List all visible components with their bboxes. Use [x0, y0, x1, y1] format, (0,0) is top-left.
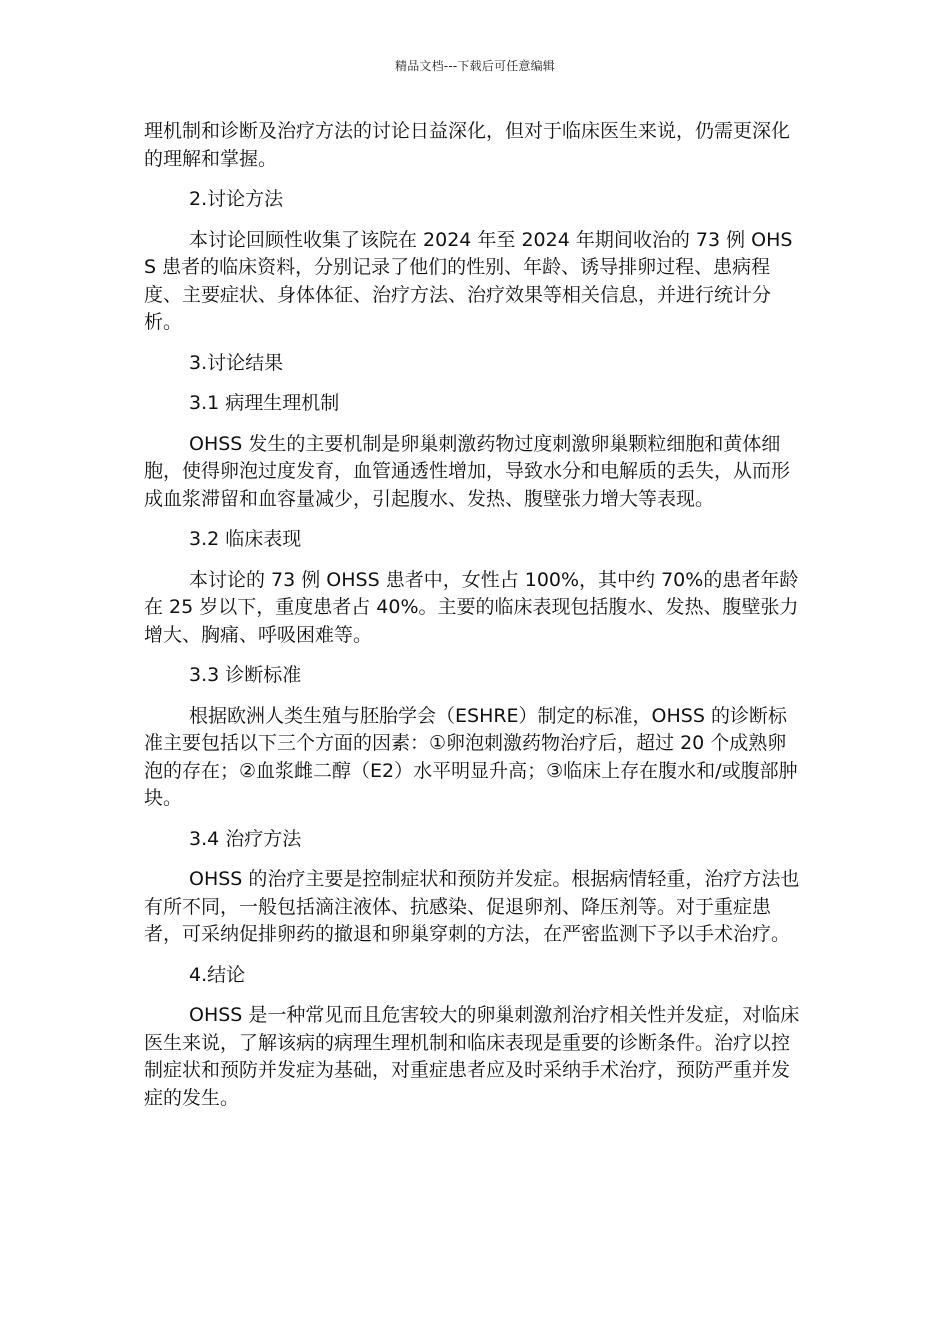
paragraph-intro-continuation: 理机制和诊断及治疗方法的讨论日益深化，但对于临床医生来说，仍需更深化的理解和掌握。 — [144, 120, 791, 170]
paragraph-conclusion: OHSS 是一种常见而且危害较大的卵巢刺激剂治疗相关性并发症，对临床医生来说，了解该病的病理生理机制和临床表现是重要的诊断条件。治疗以控制症状和预防并发症为基础，对重症患者应及时采纳手术治疗，预防严重并发症的发生。 — [144, 1004, 800, 1109]
heading-pathophysiology: 3.1 病理生理机制 — [189, 392, 340, 414]
paragraph-methods: 本讨论回顾性收集了该院在 2024 年至 2024 年期间收治的 73 例 OHSS 患者的临床资料，分别记录了他们的性别、年龄、诱导排卵过程、患病程度、主要症状、身体体征、治疗方法、治疗效果等相关信息，并进行统计分析。 — [144, 228, 793, 333]
paragraph-pathophysiology: OHSS 发生的主要机制是卵巢刺激药物过度刺激卵巢颗粒细胞和黄体细胞，使得卵泡过度发育，血管通透性增加，导致水分和电解质的丢失，从而形成血浆滞留和血容量减少，引起腹水、发热、腹壁张力增大等表现。 — [144, 432, 791, 510]
heading-results: 3.讨论结果 — [189, 351, 284, 374]
heading-methods: 2.讨论方法 — [189, 188, 284, 210]
document-body — [144, 118, 804, 1125]
heading-clinical-presentation: 3.2 临床表现 — [189, 528, 302, 550]
page-header: 精品文档---下载后可任意编辑 — [395, 59, 555, 73]
paragraph-clinical-presentation: 本讨论的 73 例 OHSS 患者中，女性占 100%，其中约 70%的患者年龄在 25 岁以下，重度患者占 40%。主要的临床表现包括腹水、发热、腹壁张力增大、胸痛、呼吸困难等。 — [144, 568, 799, 646]
heading-conclusion: 4.结论 — [189, 963, 246, 986]
paragraph-treatment: OHSS 的治疗主要是控制症状和预防并发症。根据病情轻重，治疗方法也有所不同，一般包括滴注液体、抗感染、促退卵剂、降压剂等。对于重症患者，可采纳促排卵药的撤退和卵巢穿刺的方法，在严密监测下予以手术治疗。 — [144, 868, 800, 945]
heading-diagnostic-criteria: 3.3 诊断标准 — [189, 664, 302, 686]
paragraph-diagnostic-criteria: 根据欧洲人类生殖与胚胎学会（ESHRE）制定的标准，OHSS 的诊断标准主要包括以下三个方面的因素：①卵泡刺激药物治疗后，超过 20 个成熟卵泡的存在；②血浆雌二醇（E2）水平明显升高；③临床上存在腹水和/或腹部肿块。 — [144, 704, 798, 809]
heading-treatment: 3.4 治疗方法 — [189, 827, 302, 850]
